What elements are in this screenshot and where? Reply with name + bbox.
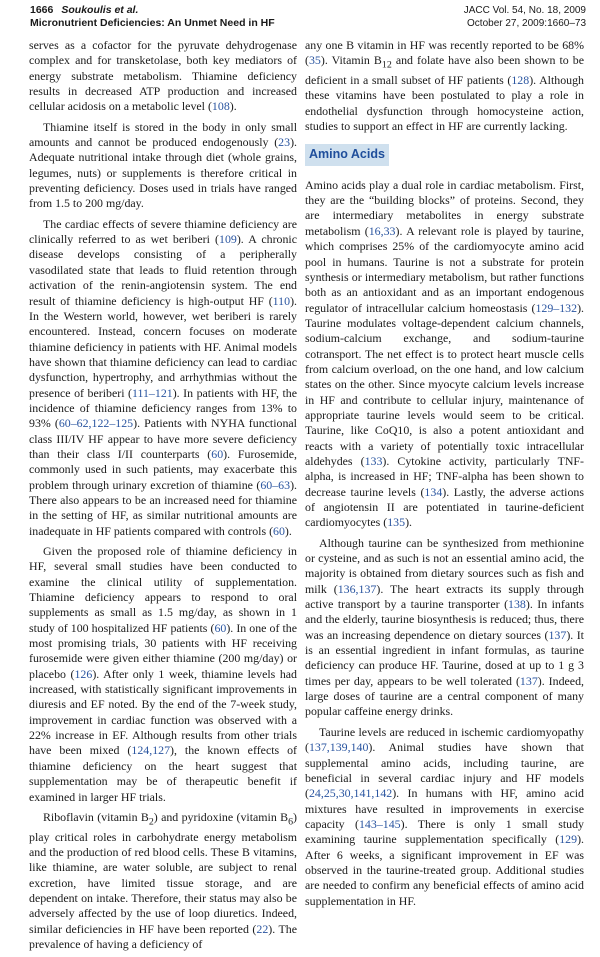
reference-citation[interactable]: 60–62,122–125 [58,416,134,431]
section-heading-amino-acids [305,144,584,165]
left-column-paragraph: Thiamine itself is stored in the body in only small amounts and cannot be produced endogenously (23). Adequate nutritional intake through diet (whole grains, legumes, nuts) or supplements is therefore critical in preventing deficiency. Doses used in trials have ranged from 1.5 to 200 mg/day. [29,119,297,211]
running-title: Micronutrient Deficiencies: An Unmet Need in HF [30,17,275,29]
right-column-paragraph: any one B vitamin in HF was recently reported to be 68% (35). Vitamin $B_{12}$ and folate have also been shown to be deficient in a small subset of HF patients (128). Although these vitamins have been postulated to play a role in endothelial dysfunction through homocysteine action, studies to support an effect in HF are currently lacking. [305,38,584,134]
reference-citation[interactable]: 60 [211,446,224,461]
reference-citation[interactable]: 109 [219,232,237,247]
amino-acids-paragraph: Taurine levels are reduced in ischemic cardiomyopathy (137,139,140). Animal studies have shown that supplemental amino acids, including taurine, are beneficial in several cardiac injury and HF models (24,25,30,141,142). In humans with HF, amino acid mixtures have resulted in improvements in exercise capacity (143–145). There is only 1 small study examining taurine supplementation specifically (129). After 6 weeks, a significant improvement in EF was observed in the taurine-treated group. Additional studies are needed to confirm any beneficial effects of amino acid supplementation in HF. [305,724,585,908]
journal-citation: JACC Vol. 54, No. 18, 2009 [463,5,586,16]
reference-citation[interactable]: 108 [211,99,230,114]
reference-citation[interactable]: 110 [272,293,291,308]
reference-citation[interactable]: 138 [508,597,526,612]
reference-citation[interactable]: 137 [519,673,538,688]
issue-date-pages: October 27, 2009:1660–73 [467,18,586,29]
running-header-right [464,4,586,30]
right-column-bottom [305,178,584,909]
amino-acids-paragraph: Amino acids play a dual role in cardiac metabolism. First, they are the “building blocks” of proteins. Second, they are intermediary metabolites in energy substrate metabolism (16,33). A relevant role is played by taurine, which comprises 25% of the cardiomyocyte amino acid pool in humans. Taurine is not a substrate for protein synthesis or intermediary metabolism, but rather functions both as an antioxidant and as an important endogenous regulator of intracellular calcium homeostasis (129–132). Taurine modulates voltage-dependent calcium channels, sodium-calcium exchange, and sodium-taurine cotransport. The net effect is to protect heart muscle cells from calcium overload, on the one hand, and low calcium states on the other. Since myocyte calcium levels increase in HF and contribute to cellular injury, maintenance of appropriate taurine levels would seem to be critical. Taurine, like CoQ10, is also a potent antioxidant and reacts with a variety of potentially toxic intracellular aldehydes (133). Cytokine activity, particularly TNF-alpha, is increased in HF; TNF-alpha has been shown to decrease taurine levels (134). Lastly, the adverse actions of angiotensin II are potentiated in taurine-deficient cardiomyocytes (135). [305,177,585,530]
reference-citation[interactable]: 16,33 [368,223,396,238]
reference-citation[interactable]: 135 [387,515,406,530]
left-column-paragraph: Riboflavin (vitamin $B_2$) and pyridoxine (vitamin $B_6$) play critical roles in carbohydrate energy metabolism and the production of red blood cells. These B vitamins, like thiamine, are water soluble, are subject to renal excretion, have limited tissue storage, and are dependent on intake. Therefore, their status may also be adversely affected by the use of loop diuretics. Indeed, similar deficiencies in HF have been reported (22). The prevalence of having a deficiency of [29,809,297,951]
reference-citation[interactable]: 35 [308,53,321,68]
right-column-top [305,38,584,134]
right-column [305,38,584,914]
left-column [29,38,297,957]
running-header-left [30,4,275,30]
reference-citation[interactable]: 60 [273,523,285,538]
running-authors: Soukoulis et al. [61,4,139,16]
left-column-paragraph: The cardiac effects of severe thiamine deficiency are clinically referred to as wet beriberi (109). A chronic disease develops consisting of a peripherally vasodilated state that leads to fluid retention through activation of the renin-angiotensin system. The end result of thiamine deficiency is high-output HF (110). In the Western world, however, wet beriberi is rarely encountered. Instead, concern focuses on moderate thiamine deficiency in patients with HF. Animal models have shown that thiamine deficiency can lead to cardiac dysfunction, hypertrophy, and arrhythmias without the presence of beriberi (111–121). In patients with HF, the incidence of thiamine deficiency ranges from 13% to 93% (60–62,122–125). Patients with NYHA functional class III/IV HF appear to have more severe deficiency than their class I/II counterparts (60). Furosemide, commonly used in such patients, may exacerbate this problem through urinary excretion of thiamine (60–63). There also appears to be an increased need for thiamine in the setting of HF, as similar nutritional amounts are inadequate in HF patients compared with controls (60). [29,216,298,538]
reference-citation[interactable]: 126 [74,666,93,681]
section-heading-label: Amino Acids [305,144,389,165]
reference-citation[interactable]: 23 [278,135,291,150]
reference-citation[interactable]: 22 [256,921,269,936]
reference-citation[interactable]: 124,127 [131,743,171,758]
left-column-paragraph: serves as a cofactor for the pyruvate dehydrogenase complex and for transketolase, both key mediators of energy substrate metabolism. Thiamine deficiency results in decreased ATP production and increased cellular acidosis on a metabolic level (108). [29,38,297,114]
reference-citation[interactable]: 60–63 [260,477,291,492]
reference-citation[interactable]: 60 [214,620,227,635]
amino-acids-paragraph: Although taurine can be synthesized from methionine or cysteine, and as such is not an essential amino acid, the majority is obtained from dietary sources such as fish and milk (136,137). The heart extracts its supply through active transport by a taurine transporter (138). In infants and the elderly, taurine biosynthesis is reduced; thus, there was an increasing dependence on dietary sources (137). It is an essential ingredient in infant formulas, as taurine deficiency can produce HF. Taurine, dosed at up to 1 g 3 times per day, appears to be well tolerated (137). Indeed, large doses of taurine are a central component of many popular caffeine energy drinks. [305,535,584,719]
reference-citation[interactable]: 128 [511,73,530,88]
reference-citation[interactable]: 137 [548,627,567,642]
reference-citation[interactable]: 129 [559,832,578,847]
reference-citation[interactable]: 133 [364,453,383,468]
page-number: 1666 [30,4,54,16]
reference-citation[interactable]: 111–121 [131,385,173,400]
reference-citation[interactable]: 136,137 [337,581,377,596]
reference-citation[interactable]: 137,139,140 [308,740,369,755]
left-column-paragraph: Given the proposed role of thiamine deficiency in HF, several small studies have been conducted to examine the clinical utility of supplementation. Thiamine deficiency appears to respond to oral supplements as small as 1.5 mg/day, as shown in 1 study of 100 hospitalized HF patients (60). In one of the most promising trials, 30 patients with HF receiving furosemide were given either thiamine (200 mg/day) or placebo (126). After only 1 week, thiamine levels had increased, with statistically significant improvements in diuresis and EF noted. By the end of the 7-week study, improvement in cardiac function was observed with a 22% increase in EF. Although results from other trials have been mixed (124,127), the known effects of thiamine deficiency on the heart suggest that supplementation may be of therapeutic benefit if examined in larger HF trials. [29,544,298,804]
reference-citation[interactable]: 134 [424,484,443,499]
reference-citation[interactable]: 24,25,30,141,142 [308,786,393,801]
reference-citation[interactable]: 143–145 [358,816,401,831]
reference-citation[interactable]: 129–132 [535,300,578,315]
